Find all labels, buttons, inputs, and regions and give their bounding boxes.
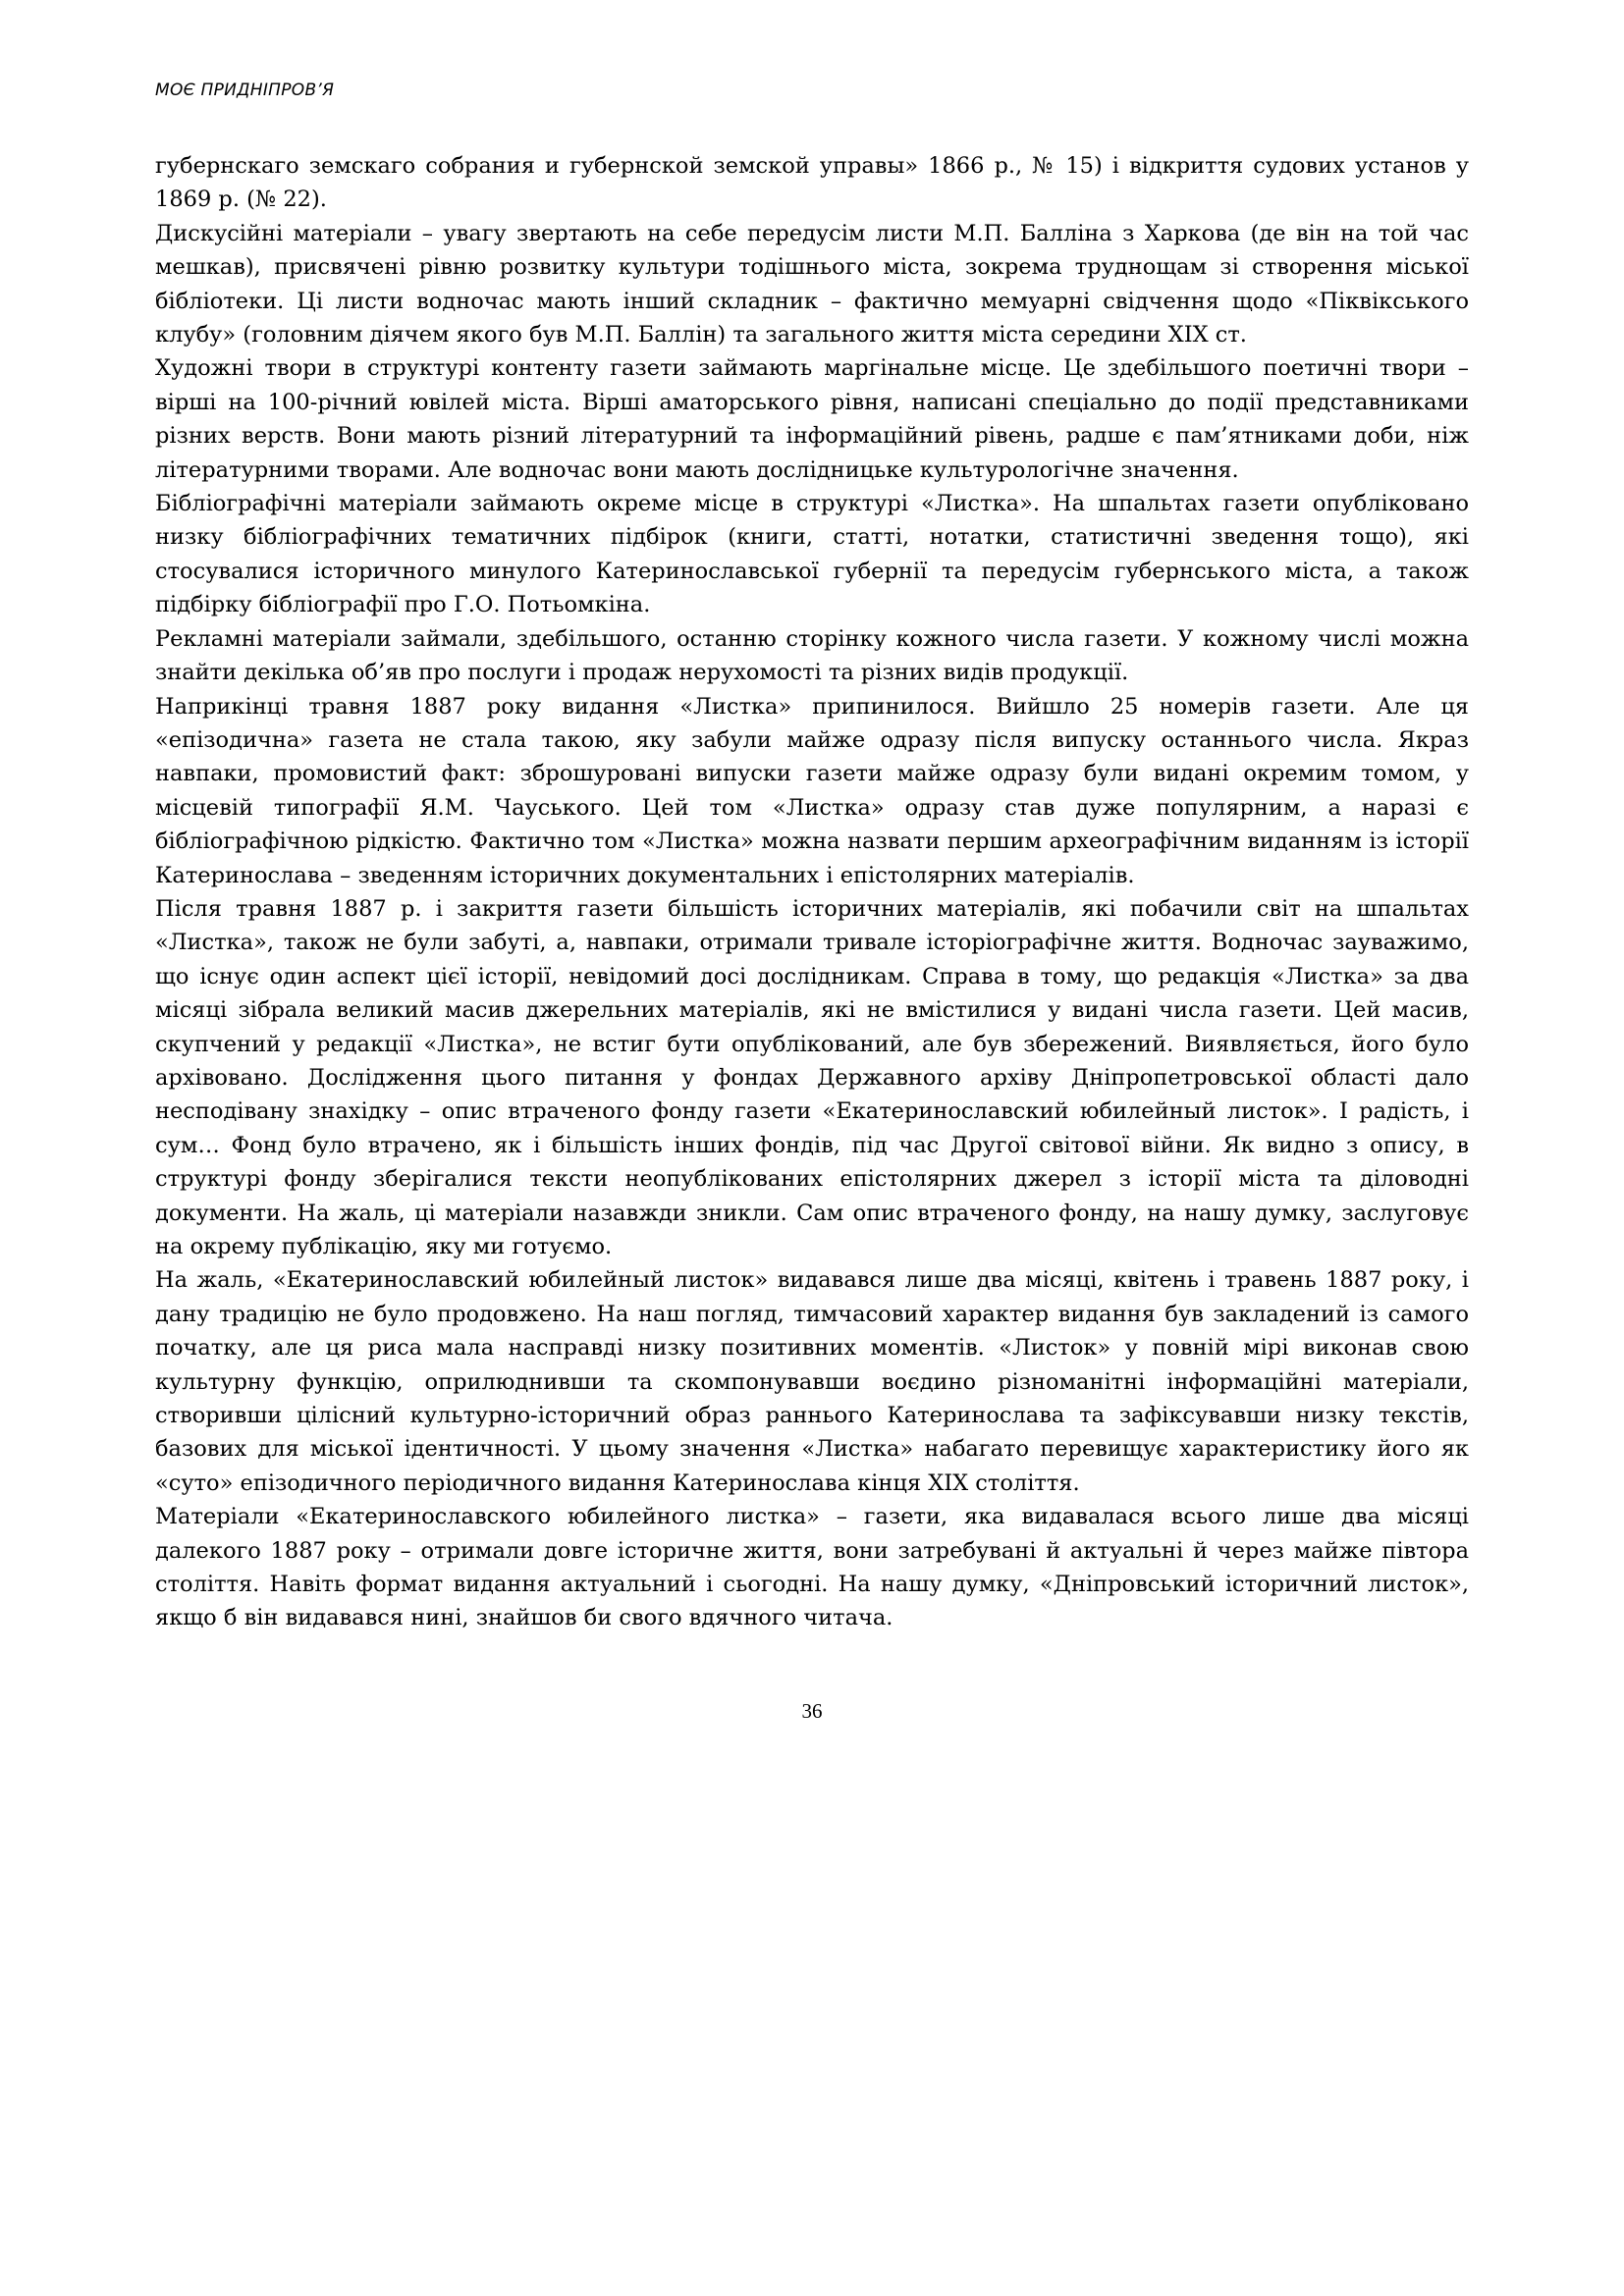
running-header: МОЄ ПРИДНІПРОВ’Я: [155, 80, 335, 100]
paragraph: Після травня 1887 р. і закриття газети більшість історичних матеріалів, які побачили світ на шпальтах «Листка», також не були забуті, а, навпаки, отримали тривале історіографічне життя. Водночас зауважимо, що існує один аспект цієї історії, невідомий досі дослідникам. Справа в тому, що редакція «Листка» за два місяці зібрала великий масив джерельних матеріалів, які не вмістилися у видані числа газети. Цей масив, скупчений у редакції «Листка», не встиг бути опублікований, але був збережений. Виявляється, його було архівовано. Дослідження цього питання у фондах Державного архіву Дніпропетровської області дало несподівану знахідку – опис втраченого фонду газети «Екатеринославский юбилейный листок». І радість, і сум… Фонд було втрачено, як і більшість інших фондів, під час Другої світової війни. Як видно з опису, в структурі фонду зберігалися тексти неопублікованих епістолярних джерел з історії міста та діловодні документи. На жаль, ці матеріали назавжди зникли. Сам опис втраченого фонду, на нашу думку, заслуговує на окрему публікацію, яку ми готуємо.: [155, 895, 1469, 1259]
paragraph: На жаль, «Екатеринославский юбилейный листок» видавався лише два місяці, квітень і травень 1887 року, і дану традицію не було продовжено. На наш погляд, тимчасовий характер видання був закладений із самого початку, але ця риса мала насправді низку позитивних моментів. «Листок» у повній мірі виконав свою культурну функцію, оприлюднивши та скомпонувавши воєдино різноманітні інформаційні матеріали, створивши цілісний культурно-історичний образ раннього Катеринослава та зафіксувавши низку текстів, базових для міської ідентичності. У цьому значення «Листка» набагато перевищує характеристику його як «суто» епізодичного періодичного видання Катеринослава кінця XIX століття.: [155, 1267, 1469, 1496]
paragraph: губернскаго земскаго собрания и губернской земской управы» 1866 р., № 15) і відкриття судових установ у 1869 р. (№ 22).: [155, 153, 1469, 213]
paragraph: Художні твори в структурі контенту газети займають маргінальне місце. Це здебільшого поетичні твори – вірші на 100-річний ювілей міста. Вірші аматорського рівня, написані спеціально до події представниками різних верств. Вони мають різний літературний та інформаційний рівень, радше є пам’ятниками доби, ніж літературними творами. Але водночас вони мають дослідницьке культурологічне значення.: [155, 355, 1469, 483]
paragraph: Наприкінці травня 1887 року видання «Листка» припинилося. Вийшло 25 номерів газети. Але ця «епізодична» газета не стала такою, яку забули майже одразу після випуску останнього числа. Якраз навпаки, промовистий факт: зброшуровані випуски газети майже одразу були видані окремим томом, у місцевій типографії Я.М. Чауського. Цей том «Листка» одразу став дуже популярним, а наразі є бібліографічною рідкістю. Фактично том «Листка» можна назвати першим археографічним виданням із історії Катеринослава – зведенням історичних документальних і епістолярних матеріалів.: [155, 693, 1469, 888]
article-body: [155, 149, 1469, 1635]
paragraph: Матеріали «Екатеринославского юбилейного листка» – газети, яка видавалася всього лише два місяці далекого 1887 року – отримали довге історичне життя, вони затребувані й актуальні й через майже півтора століття. Навіть формат видання актуальний і сьогодні. На нашу думку, «Дніпровський історичний листок», якщо б він видавався нині, знайшов би свого вдячного читача.: [155, 1504, 1469, 1631]
page-number: 36: [801, 1699, 823, 1723]
paragraph: Рекламні матеріали займали, здебільшого, останню сторінку кожного числа газети. У кожному числі можна знайти декілька об’яв про послуги і продаж нерухомості та різних видів продукції.: [155, 625, 1469, 686]
paragraph: Бібліографічні матеріали займають окреме місце в структурі «Листка». На шпальтах газети опубліковано низку бібліографічних тематичних підбірок (книги, статті, нотатки, статистичні зведення тощо), які стосувалися історичного минулого Катеринославської губернії та передусім губернського міста, а також підбірку бібліографії про Г.О. Потьомкіна.: [155, 491, 1469, 618]
paragraph: Дискусійні матеріали – увагу звертають на себе передусім листи М.П. Балліна з Харкова (де він на той час мешкав), присвячені рівню розвитку культури тодішнього міста, зокрема труднощам зі створення міської бібліотеки. Ці листи водночас мають інший складник – фактично мемуарні свідчення щодо «Піквікського клубу» (головним діячем якого був М.П. Баллін) та загального життя міста середини XIX ст.: [155, 220, 1469, 348]
